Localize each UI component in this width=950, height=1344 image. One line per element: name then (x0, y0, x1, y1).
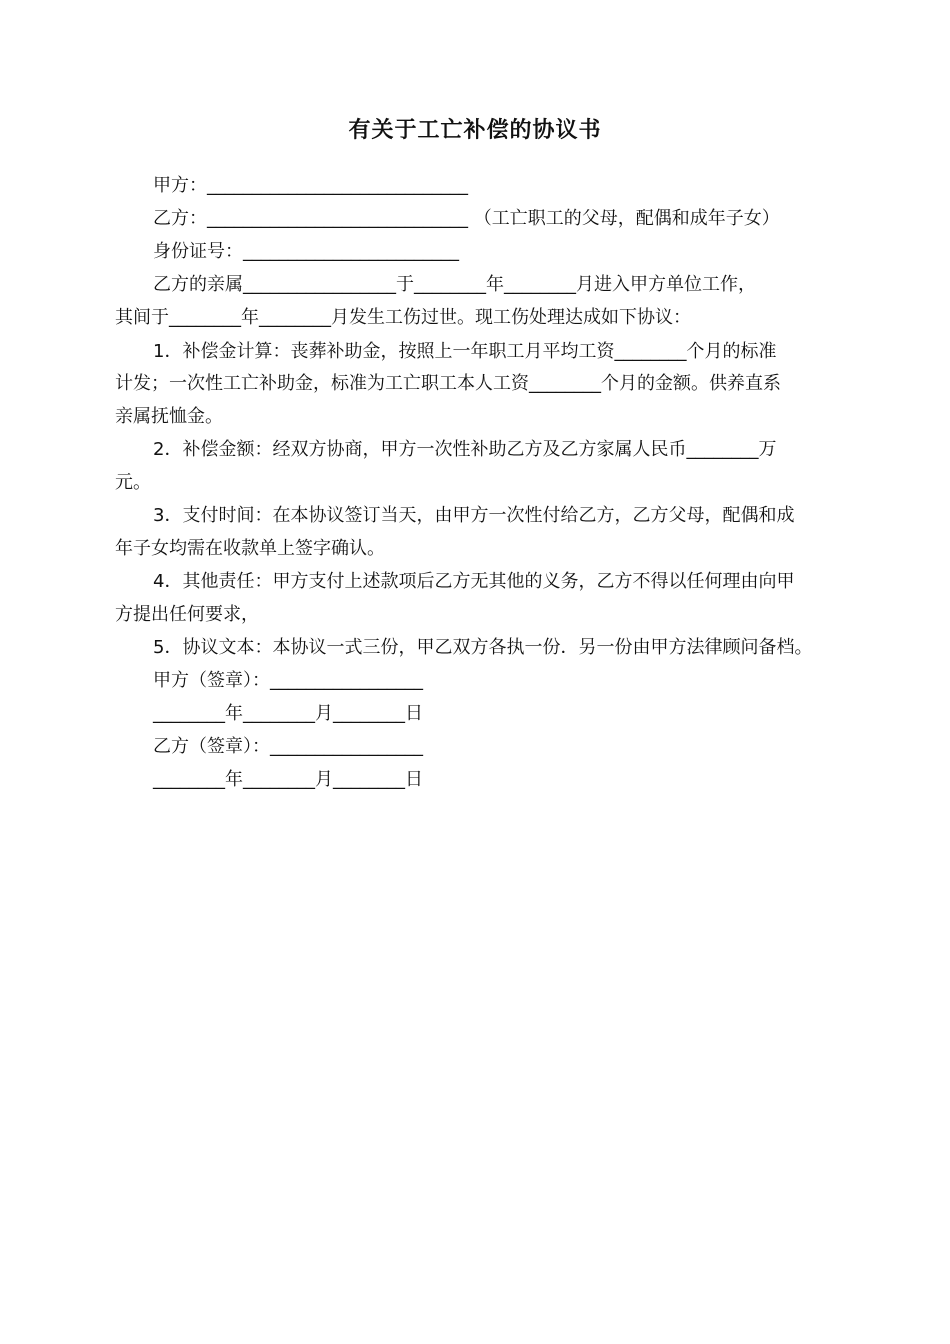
id-number-line: 身份证号：________________________ (153, 241, 459, 262)
intro-line-1: 乙方的亲属_________________于________年________月进入甲方单位工作， (153, 274, 756, 295)
intro-line-2: 其间于________年________月发生工伤过世。现工伤处理达成如下协议： (115, 307, 691, 328)
clause-5-line: 5．协议文本：本协议一式三份，甲乙双方各执一份．另一份由甲方法律顾问备档。 (153, 637, 813, 658)
clause-2-line-1: 2．补偿金额：经双方协商，甲方一次性补助乙方及乙方家属人民币________万 (153, 439, 777, 460)
document-title: 有关于工亡补偿的协议书 (348, 118, 602, 143)
clause-3-line-2: 年子女均需在收款单上签字确认。 (115, 538, 385, 559)
party-a-date-line: ________年________月________日 (153, 703, 423, 724)
clause-4-line-1: 4．其他责任：甲方支付上述款项后乙方无其他的义务，乙方不得以任何理由向甲 (153, 571, 795, 592)
party-b-date-line: ________年________月________日 (153, 769, 423, 790)
party-b-line: 乙方：_____________________________ （工亡职工的父母，配偶和成年子女） (153, 208, 780, 229)
clause-3-line-1: 3．支付时间：在本协议签订当天，由甲方一次性付给乙方，乙方父母，配偶和成 (153, 505, 795, 526)
party-b-signature-line: 乙方（签章）：_________________ (153, 736, 423, 757)
clause-4-line-2: 方提出任何要求， (115, 604, 259, 625)
clause-1-line-3: 亲属抚恤金。 (115, 406, 223, 427)
clause-1-line-1: 1．补偿金计算：丧葬补助金，按照上一年职工月平均工资________个月的标准 (153, 341, 777, 362)
party-a-line: 甲方：_____________________________ (153, 175, 468, 196)
clause-2-line-2: 元。 (115, 472, 151, 493)
party-a-signature-line: 甲方（签章）：_________________ (153, 670, 423, 691)
clause-1-line-2: 计发；一次性工亡补助金，标准为工亡职工本人工资________个月的金额。供养直系 (115, 373, 781, 394)
